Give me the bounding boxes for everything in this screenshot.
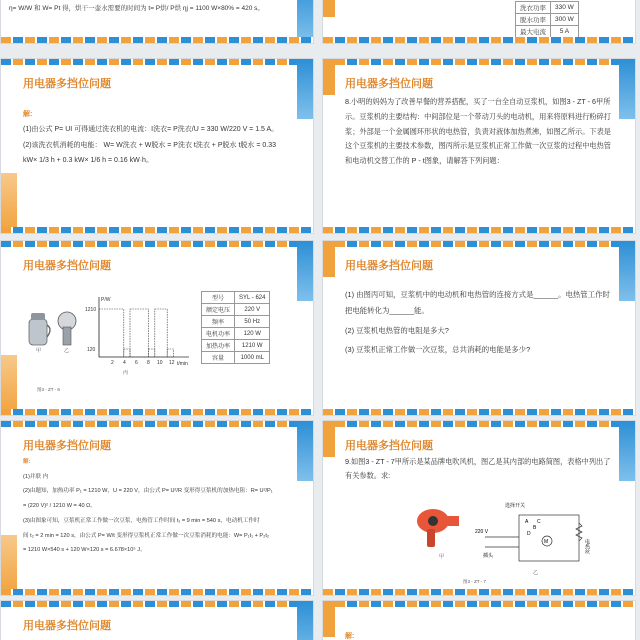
question-3: (3) 豆浆机正常工作做一次豆浆，总共消耗的电能是多少? — [345, 344, 531, 354]
slide-decoration — [323, 59, 335, 95]
slide-3[interactable] — [0, 58, 314, 234]
hair-dryer-icon — [415, 505, 463, 551]
question-2: (2) 豆浆机电热管的电阻是多大? — [345, 325, 449, 335]
table-cell: 频率 — [202, 316, 235, 328]
slide-7[interactable] — [0, 420, 314, 596]
slide-title: 用电器多挡位问题 — [345, 78, 433, 90]
table-cell: SYL - 624 — [235, 292, 270, 304]
slide-decoration — [1, 355, 17, 415]
circuit-diagram — [475, 501, 601, 567]
figure-caption: 图3 - ZT - 7 — [463, 579, 486, 584]
solution-label: 解: — [23, 459, 31, 465]
label-yi: 乙 — [64, 348, 70, 354]
slide-10[interactable] — [322, 600, 636, 640]
x-tick-8: 8 — [147, 360, 150, 366]
slide-decoration — [619, 59, 635, 119]
slide-decoration — [323, 241, 335, 277]
graph-segment — [149, 349, 155, 357]
y-tick-1210: 1210 — [85, 307, 97, 313]
x-tick-12: 12 — [169, 360, 175, 366]
table-cell: 220 V — [235, 304, 270, 316]
y-tick-120: 120 — [87, 347, 96, 353]
table-cell: 5 A — [551, 26, 579, 38]
x-tick-10: 10 — [157, 360, 163, 366]
slide-8[interactable] — [322, 420, 636, 596]
graph-segment — [124, 349, 130, 357]
table-cell: 额定电压 — [202, 304, 235, 316]
slide-title: 用电器多挡位问题 — [23, 78, 111, 90]
terminal-c: C — [537, 519, 541, 525]
terminal-a: A — [525, 519, 529, 525]
slide-5[interactable] — [0, 240, 314, 416]
slide-4[interactable] — [322, 58, 636, 234]
question-1: (1) 由图丙可知，豆浆机中的电动机和电热管的连接方式是______。电热管工作时把电能转化为______能。 — [345, 290, 610, 316]
power-time-graph — [85, 293, 195, 369]
x-tick-4: 4 — [123, 360, 126, 366]
x-tick-6: 6 — [135, 360, 138, 366]
table-cell: 1210 W — [235, 340, 270, 352]
slide-decoration — [1, 173, 17, 233]
slide-decoration — [323, 0, 335, 17]
motor-label: M — [544, 539, 549, 545]
slide-decoration — [297, 0, 313, 41]
table-cell: 脱水功率 — [516, 14, 551, 26]
y-axis-label: P/W — [101, 297, 111, 303]
table-cell: 容量 — [202, 352, 235, 364]
solution-label: 解: — [345, 633, 355, 640]
x-axis-label: t/min — [177, 361, 188, 367]
question-text: 9.如图3 - ZT - 7甲所示是某品牌电吹风机，图乙是其内部的电路简图，表格中列出了有关参数。求: — [345, 457, 611, 480]
terminal-b: B — [533, 525, 537, 531]
figure-caption: 图3 - ZT - 6 — [37, 387, 60, 392]
slide-top-right[interactable] — [322, 0, 636, 44]
answer-line: (3)由图象可知，豆浆机正常工作做一次豆浆，电热管工作时间 t₁ = 9 min = 540 s，电动机工作时 — [23, 517, 260, 524]
slide-title: 用电器多挡位问题 — [23, 620, 111, 632]
slide-decoration — [619, 241, 635, 301]
plug-label: 插头 — [483, 553, 494, 559]
label-yi: 乙 — [533, 570, 539, 576]
slide-decoration — [297, 421, 313, 481]
label-jia: 甲 — [36, 348, 42, 354]
table-cell: 电机功率 — [202, 328, 235, 340]
slide-6[interactable] — [322, 240, 636, 416]
slide-top-left[interactable] — [0, 0, 314, 44]
question-text: 8.小明的妈妈为了改善早餐的营养搭配，买了一台全自动豆浆机，如图3 - ZT - 6甲所示。豆浆机的主要结构：中间部位是一个带动刀头的电动机，用来将原料进行粉碎打浆；外部是一个金属圆环形状的电热管，负责对液体加热煮沸，如图乙所示。下表是这个豆浆机的主要技术参数，图丙所示是豆浆机正常工作做一次豆浆的过程中电热管和电动机交替工作的 P - t图象，请解答下列问题： — [345, 97, 611, 166]
soymilk-maker-images — [25, 307, 85, 367]
slide-decoration — [297, 241, 313, 301]
table-cell: 120 W — [235, 328, 270, 340]
voltage-label: 220 V — [475, 529, 489, 535]
solution-label: 解: — [23, 111, 33, 118]
answer-line: 间 t₂ = 2 min = 120 s，由公式 P= W/t 变形得豆浆机正常工作做一次豆浆消耗的电能：W= P₁t₁ + P₂t₂ — [23, 532, 270, 539]
x-tick-2: 2 — [111, 360, 114, 366]
slide-decoration — [619, 421, 635, 481]
slide-title: 用电器多挡位问题 — [23, 260, 111, 272]
table-cell: 洗衣功率 — [516, 2, 551, 14]
table-cell: 330 W — [551, 2, 579, 14]
slide-decoration — [323, 601, 335, 637]
slide-content — [23, 457, 295, 560]
slide-content — [23, 109, 295, 170]
terminal-d: D — [527, 531, 531, 537]
soymilk-params-table — [201, 291, 270, 364]
answer-line: (1)由公式 P= UI 可得通过洗衣机的电流：I洗衣= P洗衣/U = 330 W/220 V = 1.5 A。 — [23, 126, 279, 134]
slide-decoration — [297, 59, 313, 119]
answer-line: kW× 1/3 h + 0.3 kW× 1/6 h = 0.16 kW·h。 — [23, 156, 153, 164]
graph-segment — [130, 309, 149, 357]
slide-title: 用电器多挡位问题 — [23, 440, 111, 452]
graph-segment — [155, 309, 167, 357]
formula-text: η= W/W 和 W= Pt 得，烘干一壶水需要的时间为 t= P烘/ P烘 ηj = 1100 W×80% = 420 s。 — [9, 5, 264, 12]
table-cell: 型号 — [202, 292, 235, 304]
answer-line: (1)并联 内 — [23, 473, 49, 480]
slide-decoration — [323, 421, 335, 457]
label-bing: 丙 — [123, 370, 129, 376]
graph-segment — [167, 349, 173, 357]
slide-9[interactable] — [0, 600, 314, 640]
soymilk-maker-inner-icon — [58, 312, 76, 345]
soymilk-maker-icon — [29, 313, 50, 345]
answer-line: = (220 V)² / 1210 W = 40 Ω。 — [23, 503, 96, 510]
answer-line: (2)该洗衣机消耗的电能： W= W洗衣 + W脱水 = P洗衣 t洗衣 + P脱水 t脱水 = 0.33 — [23, 141, 277, 149]
answer-line: (2)由题知，加热功率 P₁ = 1210 W，U = 220 V，由公式 P= U²/R 变形得豆浆机的加热电阻：R= U²/P₁ — [23, 488, 273, 495]
switch-label: 选择开关 — [505, 503, 526, 509]
graph-segment — [99, 309, 124, 357]
slide-content — [345, 287, 617, 361]
slide-title: 用电器多挡位问题 — [345, 260, 433, 272]
table-cell: 加热功率 — [202, 340, 235, 352]
params-table — [515, 1, 579, 38]
table-cell: 300 W — [551, 14, 579, 26]
answer-line: = 1210 W×540 s + 120 W×120 s = 6.678×10⁵ J。 — [23, 547, 146, 554]
heater-label: 电热丝 — [584, 539, 590, 554]
slide-decoration — [297, 601, 313, 640]
table-cell: 50 Hz — [235, 316, 270, 328]
label-jia: 甲 — [439, 554, 445, 560]
slide-decoration — [1, 535, 17, 595]
slide-title: 用电器多挡位问题 — [345, 440, 433, 452]
table-cell: 1000 mL — [235, 352, 270, 364]
table-cell: 最大电流 — [516, 26, 551, 38]
